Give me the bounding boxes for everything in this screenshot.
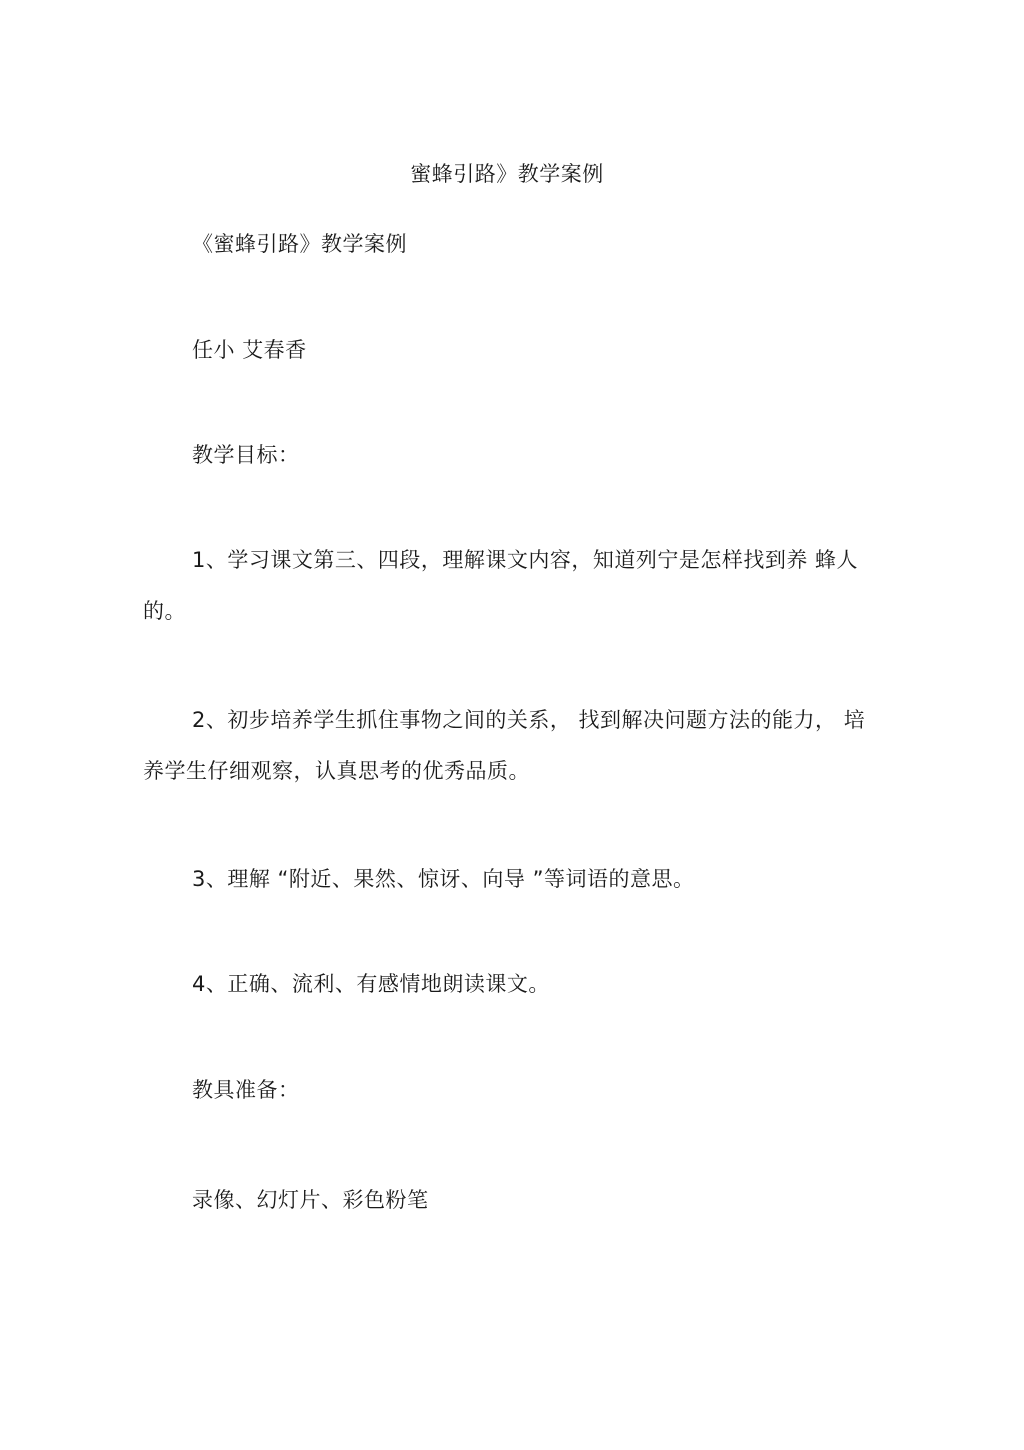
- objective-item: [143, 706, 872, 785]
- objective-2-line2: 养学生仔细观察，认真思考的优秀品质。: [143, 759, 530, 783]
- objective-4: 4、正确、流利、有感情地朗读课文。: [192, 972, 550, 996]
- materials-list: 录像、幻灯片、彩色粉笔: [192, 1188, 429, 1212]
- authors: 任小 艾春香: [192, 338, 307, 362]
- objective-2-line1: 2、初步培养学生抓住事物之间的关系， 找到解决问题方法的能力， 培: [192, 708, 866, 732]
- materials-heading: 教具准备：: [192, 1078, 300, 1102]
- objectives-heading: 教学目标：: [192, 443, 300, 467]
- objective-1-line2: 的。: [143, 599, 186, 623]
- page-title: 蜜蜂引路》教学案例: [410, 162, 604, 186]
- objective-3: 3、理解 “附近、果然、惊讶、向导 ”等词语的意思。: [192, 867, 695, 891]
- document-subtitle: 《蜜蜂引路》教学案例: [192, 232, 407, 256]
- objective-item: [143, 546, 872, 625]
- objective-1-line1: 1、学习课文第三、四段，理解课文内容，知道列宁是怎样找到养 蜂人: [192, 548, 859, 572]
